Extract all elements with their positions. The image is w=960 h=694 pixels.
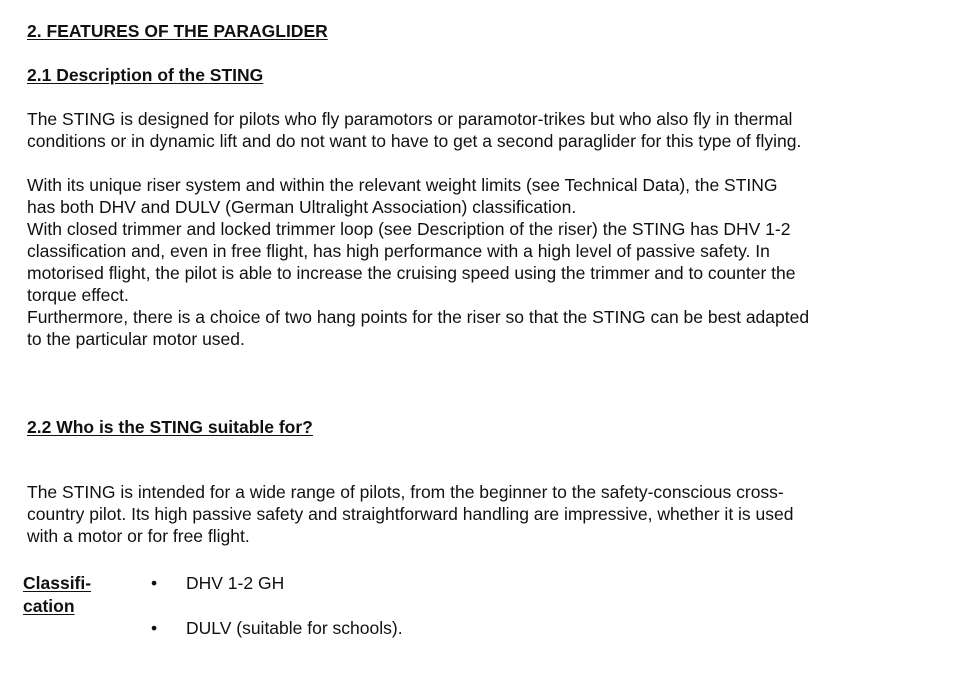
text-line: Furthermore, there is a choice of two hang points for the riser so that the STING can be best adapted — [27, 307, 810, 327]
text-line: classification and, even in free flight, has high performance with a high level of passive safety. In — [27, 241, 770, 261]
bullet-icon: • — [151, 573, 158, 593]
text-line: with a motor or for free flight. — [27, 526, 250, 546]
classification-label-line: Classifi- — [23, 573, 92, 593]
text-line: to the particular motor used. — [27, 329, 245, 349]
text-line: The STING is intended for a wide range of pilots, from the beginner to the safety-conscious cross- — [27, 482, 784, 502]
text-line: The STING is designed for pilots who fly paramotors or paramotor-trikes but who also fly in thermal — [27, 109, 793, 129]
classification-label — [23, 572, 91, 618]
classification-item: DHV 1-2 GH — [186, 573, 285, 593]
text-line: With closed trimmer and locked trimmer loop (see Description of the riser) the STING has DHV 1-2 — [27, 219, 791, 239]
text-line: With its unique riser system and within the relevant weight limits (see Technical Data), the STING — [27, 175, 778, 195]
text-line: torque effect. — [27, 285, 129, 305]
text-line: conditions or in dynamic lift and do not want to have to get a second paraglider for this type of flying. — [27, 131, 802, 151]
text-line: has both DHV and DULV (German Ultralight Association) classification. — [27, 197, 577, 217]
classification-item: DULV (suitable for schools). — [186, 618, 403, 638]
bullet-icon: • — [151, 618, 158, 638]
subsection-title-description: 2.1 Description of the STING — [27, 65, 264, 85]
description-paragraph-1 — [27, 108, 907, 152]
subsection-title-suitability: 2.2 Who is the STING suitable for? — [27, 417, 313, 437]
text-line: motorised flight, the pilot is able to increase the cruising speed using the trimmer and to counter the — [27, 263, 796, 283]
section-title: 2. FEATURES OF THE PARAGLIDER — [27, 21, 328, 41]
description-paragraph-2 — [27, 174, 907, 350]
suitability-paragraph — [27, 481, 907, 547]
classification-label-line: cation — [23, 596, 75, 616]
text-line: country pilot. Its high passive safety and straightforward handling are impressive, whether it is used — [27, 504, 794, 524]
